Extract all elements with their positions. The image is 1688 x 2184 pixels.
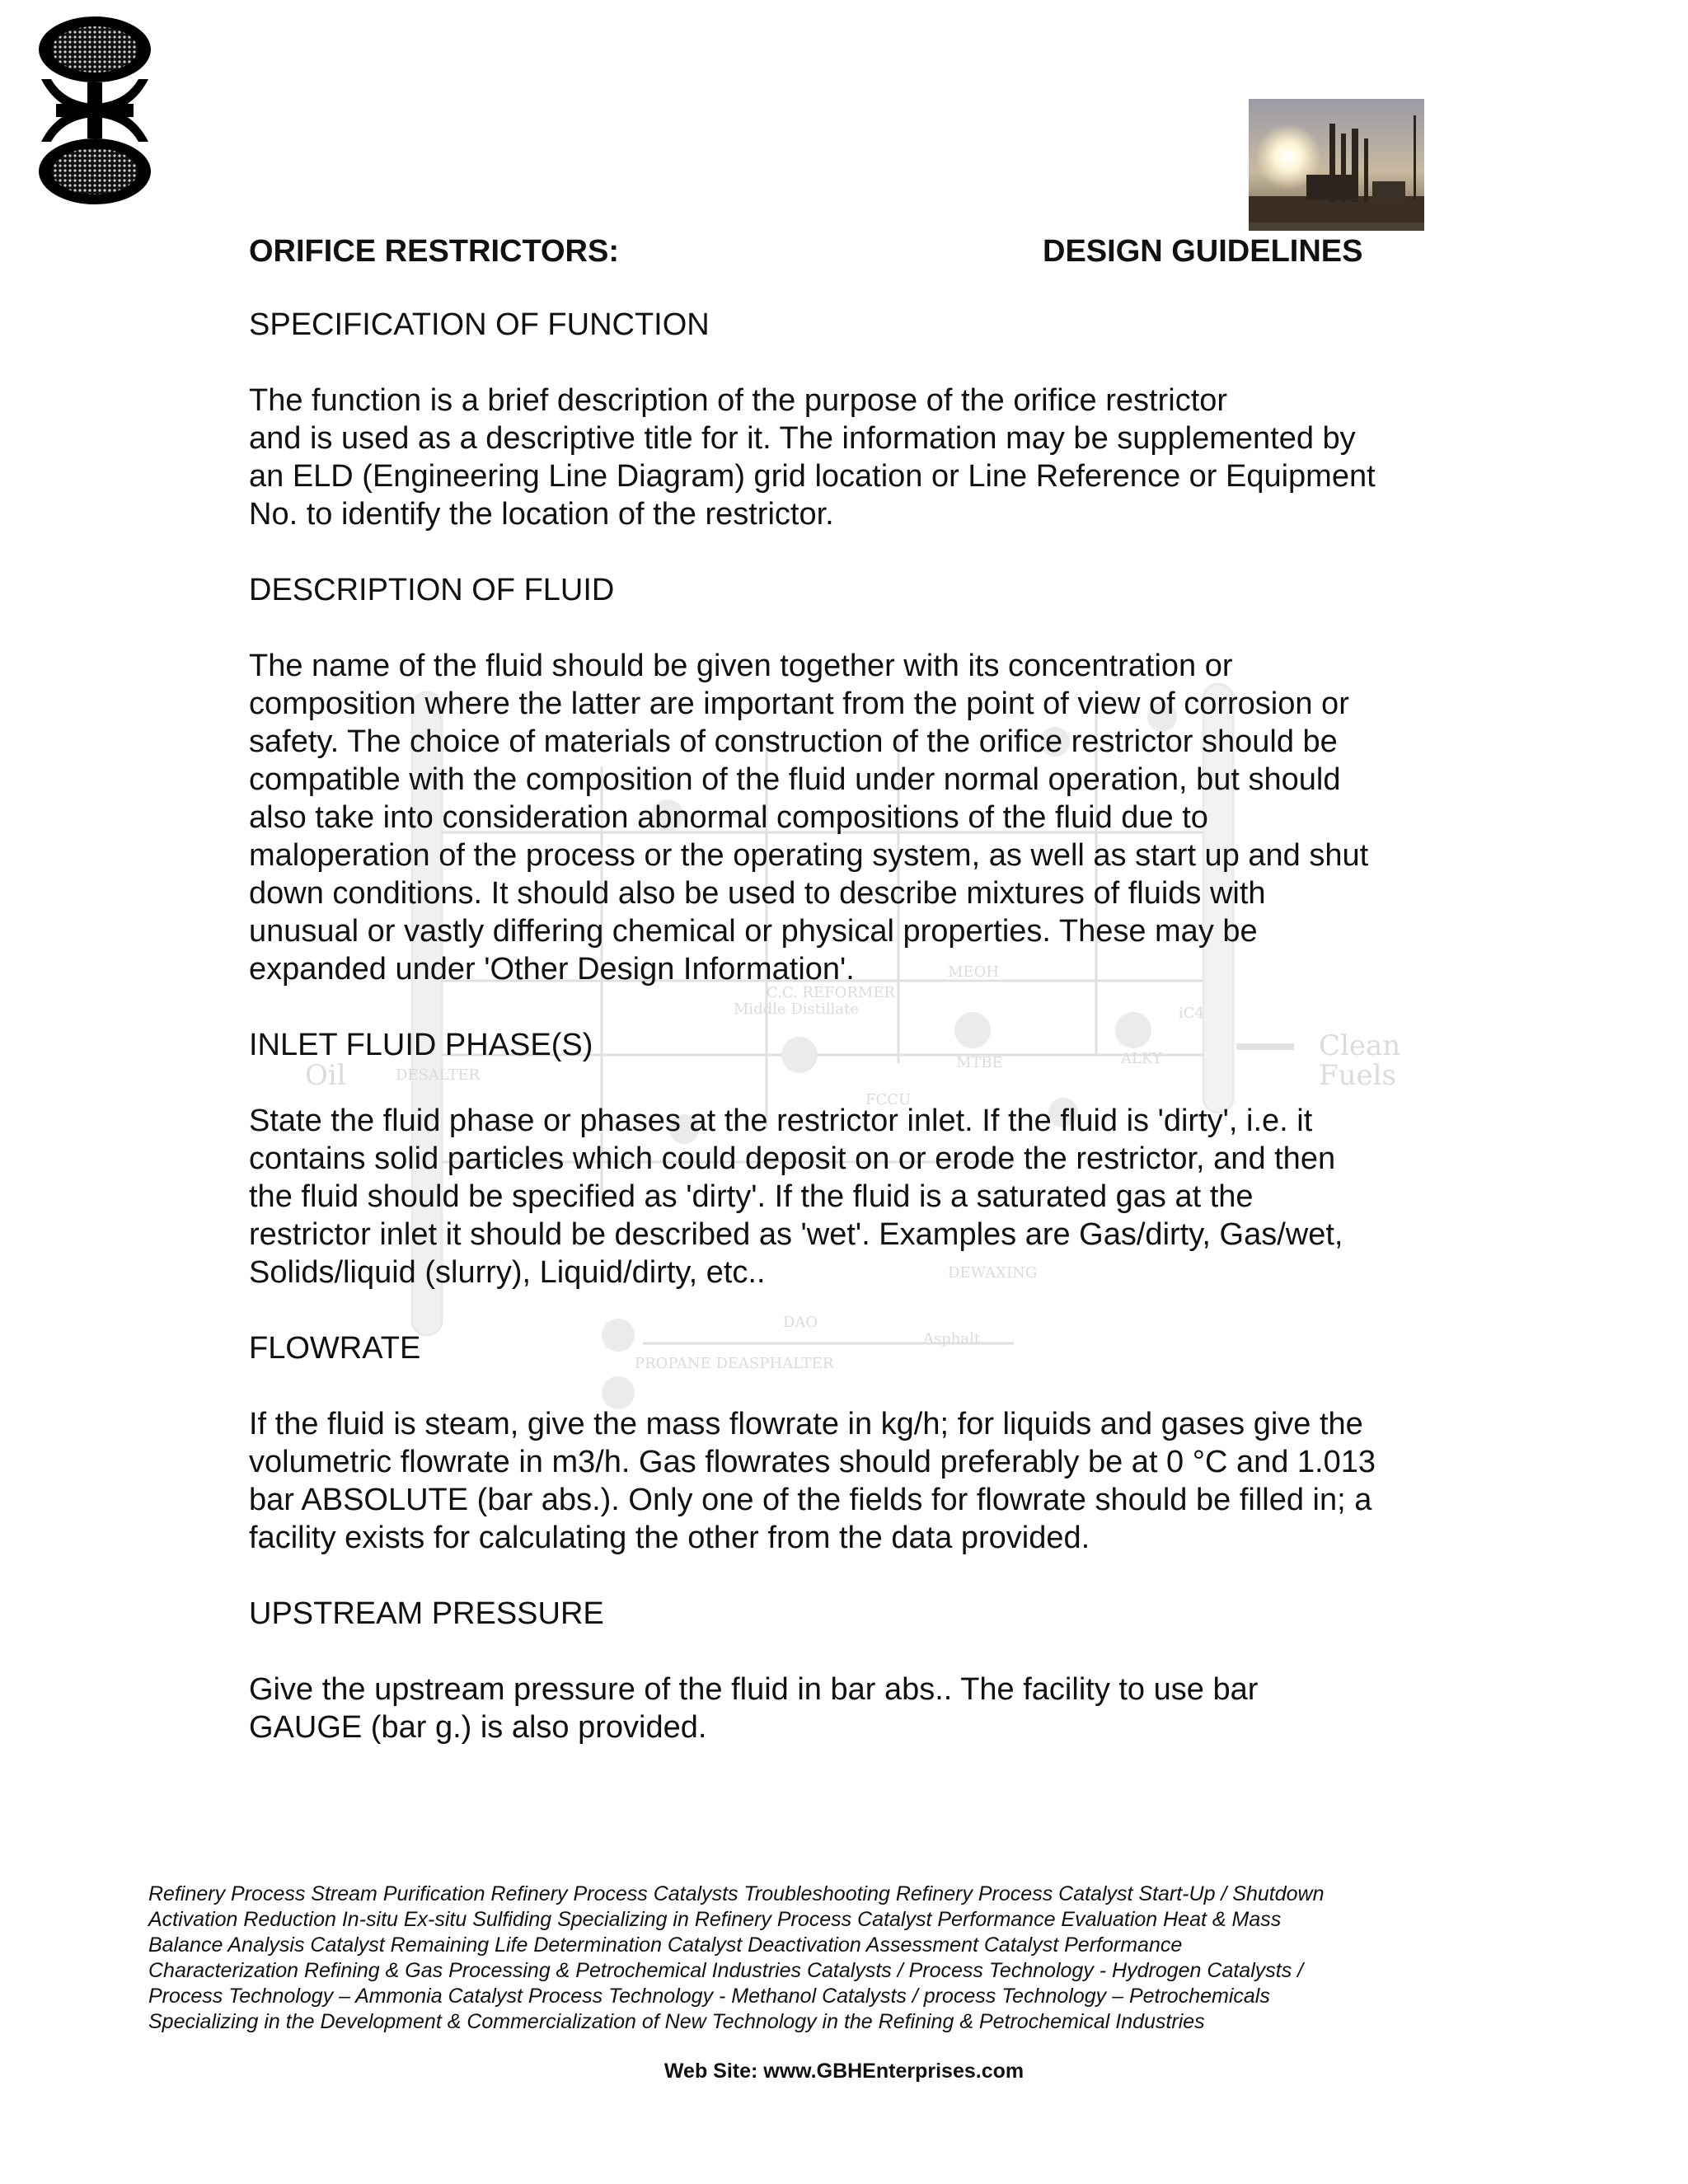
document-subtitle: DESIGN GUIDELINES [1043,234,1363,269]
paragraph-line: expanded under 'Other Design Information'. [249,952,855,987]
diagram-label-ic4: iC4 [1179,1005,1204,1022]
diagram-label-mtbe: MTBE [956,1054,1003,1071]
refinery-photo [1249,99,1424,231]
paragraph-line: The function is a brief description of the purpose of the orifice restrictor [249,383,1228,418]
paragraph-line: facility exists for calculating the other from the data provided. [249,1521,1090,1555]
diagram-label-oil: Oil [305,1059,346,1092]
document-title-row [249,232,1419,272]
paragraph-line: and is used as a descriptive title for it. The information may be supplemented by [249,421,1356,456]
footer-line: Specializing in the Development & Commercialization of New Technology in the Refining & Petrochemical Industries [148,2010,1205,2033]
section-paragraph-phase [249,1102,1452,1291]
paragraph-line: maloperation of the process or the operating system, as well as start up and shut [249,838,1369,873]
section-paragraph-function [249,382,1452,533]
diagram-label-dewaxing: DEWAXING [948,1264,1038,1282]
diagram-label-fuels: Fuels [1319,1059,1396,1092]
paragraph-line: Solids/liquid (slurry), Liquid/dirty, etc.. [249,1255,766,1290]
paragraph-line: State the fluid phase or phases at the restrictor inlet. If the fluid is 'dirty', i.e. it [249,1104,1313,1138]
document-title: ORIFICE RESTRICTORS: [249,234,619,269]
paragraph-line: the fluid should be specified as 'dirty'. If the fluid is a saturated gas at the [249,1179,1254,1214]
footer-line: Characterization Refining & Gas Processing & Petrochemical Industries Catalysts / Process Technology - Hydrogen Catalysts / [148,1959,1304,1982]
diagram-label-dao: DAO [783,1314,818,1331]
diagram-label-cc-reformer: C.C. REFORMER [767,984,896,1001]
paragraph-line: safety. The choice of materials of construction of the orifice restrictor should be [249,724,1338,759]
diagram-label-meoh: MEOH [948,963,1000,981]
footer-website: Web Site: www.GBHEnterprises.com [663,2060,1025,2083]
footer-line: Activation Reduction In-situ Ex-situ Sulfiding Specializing in Refinery Process Catalyst Performance Evaluation Heat & Mass [148,1908,1282,1931]
section-heading-pressure: UPSTREAM PRESSURE [249,1596,604,1631]
section-paragraph-fluid [249,647,1452,988]
section-heading-flowrate: FLOWRATE [249,1331,421,1366]
footer-line: Refinery Process Stream Purification Refinery Process Catalysts Troubleshooting Refinery Process Catalyst Start-Up / Shutdown [148,1882,1325,1905]
paragraph-line: composition where the latter are important from the point of view of corrosion or [249,687,1349,721]
paragraph-line: unusual or vastly differing chemical or physical properties. These may be [249,914,1258,949]
diagram-label-fccu: FCCU [865,1091,912,1108]
section-paragraph-pressure [249,1671,1452,1746]
footer-line: Balance Analysis Catalyst Remaining Life Determination Catalyst Deactivation Assessment Catalyst Performance [148,1933,1183,1957]
paragraph-line: an ELD (Engineering Line Diagram) grid location or Line Reference or Equipment [249,459,1376,494]
section-heading-function: SPECIFICATION OF FUNCTION [249,307,710,342]
paragraph-line: compatible with the composition of the fluid under normal operation, but should [249,762,1341,797]
diagram-label-middle-distillate: Middle Distillate [734,1001,859,1018]
paragraph-line: No. to identify the location of the restrictor. [249,497,834,532]
paragraph-line: volumetric flowrate in m3/h. Gas flowrates should preferably be at 0 °C and 1.013 [249,1445,1376,1479]
footer-line: Process Technology – Ammonia Catalyst Process Technology - Methanol Catalysts / process Technology – Petrochemicals [148,1985,1270,2008]
paragraph-line: Give the upstream pressure of the fluid in bar abs.. The facility to use bar [249,1672,1259,1707]
paragraph-line: contains solid particles which could deposit on or erode the restrictor, and then [249,1141,1336,1176]
paragraph-line: bar ABSOLUTE (bar abs.). Only one of the fields for flowrate should be filled in; a [249,1483,1372,1517]
paragraph-line: also take into consideration abnormal compositions of the fluid due to [249,800,1208,835]
paragraph-line: If the fluid is steam, give the mass flowrate in kg/h; for liquids and gases give the [249,1407,1363,1441]
diagram-label-alky: ALKY [1121,1050,1162,1067]
section-heading-phase: INLET FLUID PHASE(S) [249,1028,593,1062]
diagram-label-clean: Clean [1319,1029,1401,1062]
document-body [249,306,1452,1746]
footer-services-text [148,1882,1434,2035]
section-paragraph-flowrate [249,1405,1452,1557]
section-heading-fluid: DESCRIPTION OF FLUID [249,573,615,607]
paragraph-line: GAUGE (bar g.) is also provided. [249,1710,707,1745]
paragraph-line: restrictor inlet it should be described as 'wet'. Examples are Gas/dirty, Gas/wet, [249,1217,1343,1252]
diagram-label-asphalt: Asphalt [923,1330,981,1347]
company-logo [33,15,157,206]
paragraph-line: The name of the fluid should be given together with its concentration or [249,649,1233,683]
diagram-label-desalter: DESALTER [396,1066,481,1084]
diagram-label-propane-deasphalter: PROPANE DEASPHALTER [635,1355,834,1372]
paragraph-line: down conditions. It should also be used to describe mixtures of fluids with [249,876,1266,911]
